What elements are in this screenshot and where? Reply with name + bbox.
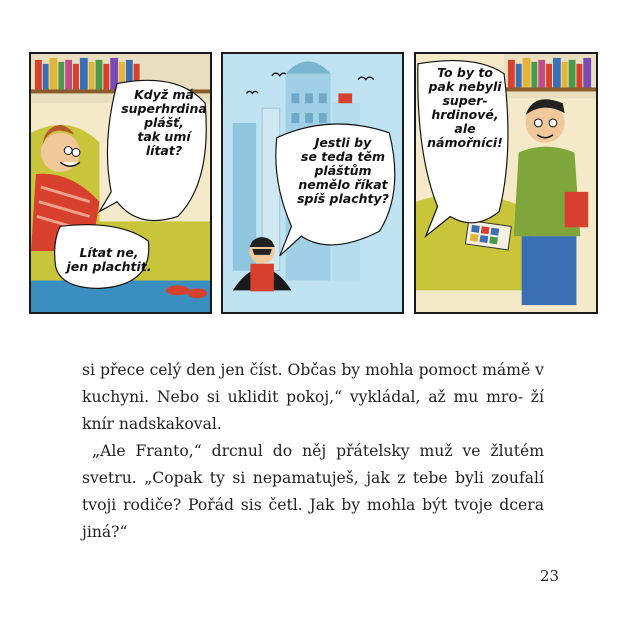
page-number: 23 <box>540 567 560 585</box>
comic-panel-3 <box>414 52 598 314</box>
speech-bubble-question: Když má superhrdina plášť, tak umí lítat? <box>121 87 207 158</box>
paragraph-text: „Ale Franto,“ drcnul do něj přátelsky muž ve žlutém svetru. „Copak ty si nepamatuješ, jak z tebe byli zoufalí tvoji rodiče? Pořád sis četl. Jak by mohla být tvoje dcera jiná?“ <box>82 442 544 541</box>
comic-panel-1 <box>29 52 212 314</box>
speech-bubble-question: Jestli by se teda těm pláštům nemělo říkat spíš plachty? <box>297 135 389 206</box>
speech-bubble-answer: Lítat ne, jen plachtit. <box>66 245 152 274</box>
speech-bubble-answer: To by to pak nebyli super- hrdinové, ale námořníci! <box>427 65 503 150</box>
paragraph-dialogue <box>82 438 544 546</box>
comic-panel-2 <box>221 52 404 314</box>
paragraph-text: si přece celý den jen číst. Občas by mohla pomoct mámě v kuchyni. Nebo si uklidit pokoj,“ vykládal, až mu mro- ží knír nadskakoval. <box>82 361 544 433</box>
paragraph-continuation <box>82 357 544 438</box>
